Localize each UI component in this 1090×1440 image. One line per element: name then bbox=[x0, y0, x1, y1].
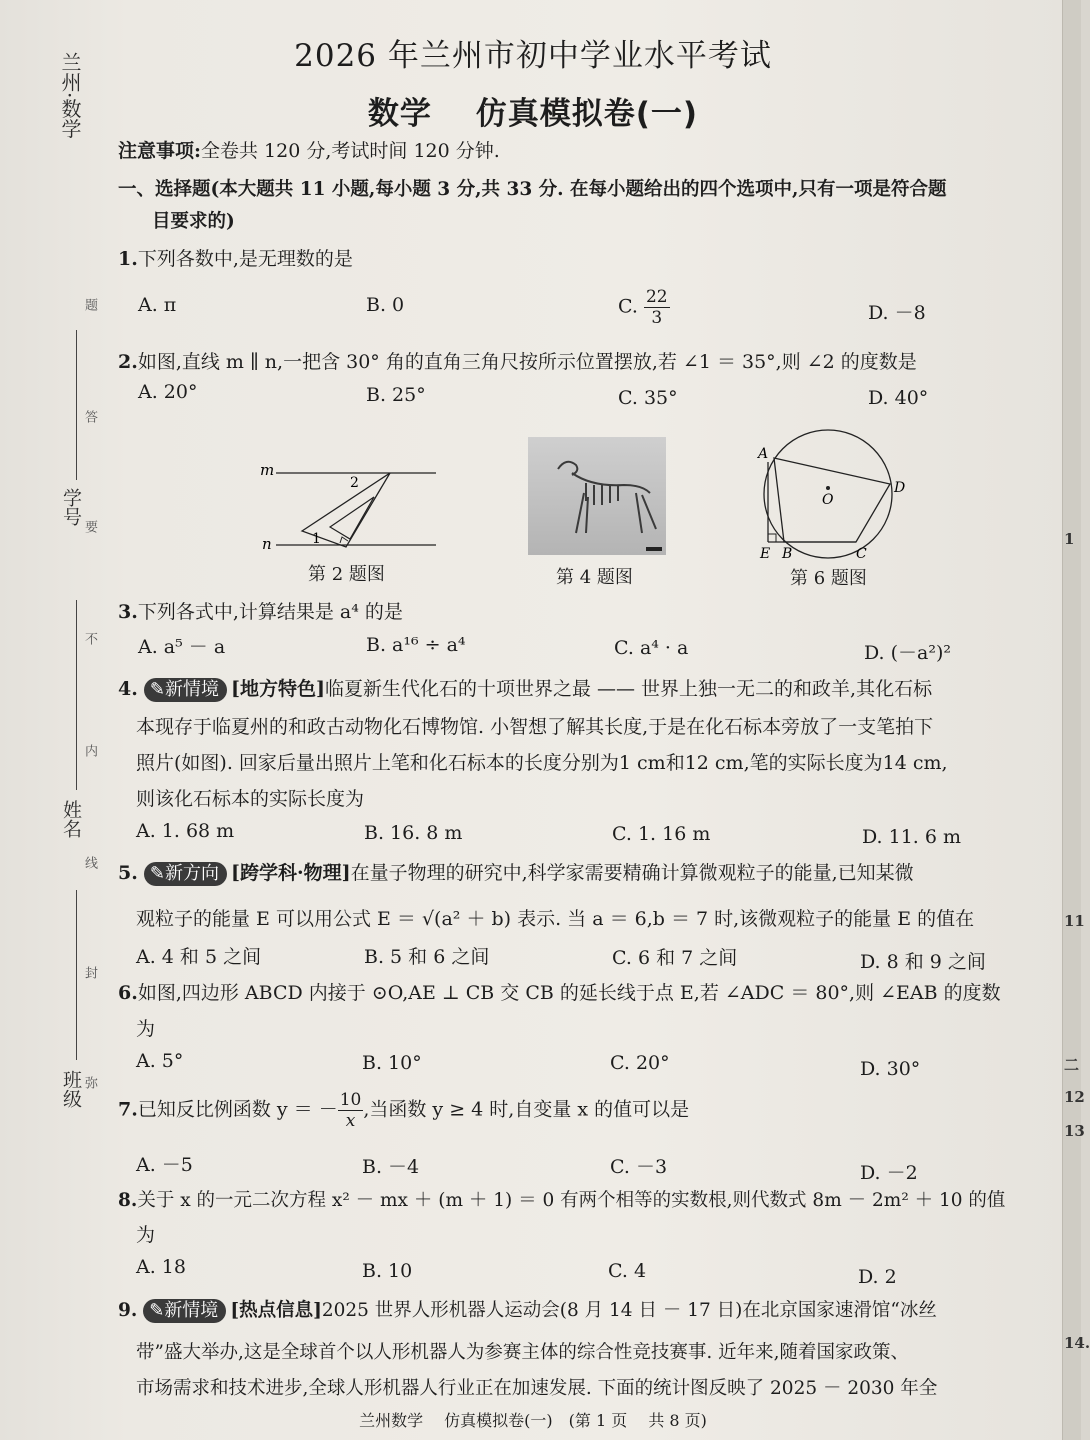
class-label: 班级 bbox=[60, 1070, 82, 1108]
question-number: 9. bbox=[118, 1300, 138, 1321]
question-text: 临夏新生代化石的十项世界之最 —— 世界上独一无二的和政羊,其化石标 bbox=[324, 678, 933, 700]
option-a: A. －5 bbox=[136, 1154, 193, 1176]
label-c: C bbox=[856, 546, 867, 562]
topic-label: [地方特色] bbox=[230, 678, 325, 700]
label-e: E bbox=[760, 546, 771, 562]
option-c: C. 6 和 7 之间 bbox=[612, 947, 738, 969]
figure-6-diagram bbox=[752, 422, 912, 564]
question-number: 6. bbox=[118, 982, 138, 1004]
option-c: C. 1. 16 m bbox=[612, 823, 711, 845]
option-d: D. －2 bbox=[860, 1162, 918, 1184]
label-a: A bbox=[758, 446, 769, 462]
question-number: 1. bbox=[118, 248, 138, 270]
question-text: 观粒子的能量 E 可以用公式 E ＝ √(a² ＋ b) 表示. 当 a ＝ 6,b ＝ 7 时,该微观粒子的能量 E 的值在 bbox=[136, 908, 975, 930]
option-b: B. 16. 8 m bbox=[364, 822, 463, 844]
option-c: C. －3 bbox=[610, 1156, 668, 1178]
option-c bbox=[618, 287, 670, 328]
option-c: C. 4 bbox=[608, 1260, 647, 1282]
option-d: D. 8 和 9 之间 bbox=[860, 951, 986, 973]
binding-margin bbox=[30, 40, 110, 1420]
label-n: n bbox=[262, 535, 272, 553]
seal-char: 弥 bbox=[82, 1076, 97, 1089]
option-a: A. 4 和 5 之间 bbox=[136, 946, 262, 968]
fraction-denominator: 3 bbox=[651, 308, 663, 328]
figure-4-caption: 第 4 题图 bbox=[556, 567, 633, 588]
question-stem: 下列各式中,计算结果是 a⁴ 的是 bbox=[137, 601, 403, 623]
question-2 bbox=[118, 347, 917, 374]
option-c-prefix: C. bbox=[618, 295, 638, 318]
new-context-badge bbox=[143, 1299, 226, 1323]
exam-title: 2026 年兰州市初中学业水平考试 bbox=[294, 38, 772, 74]
new-context-badge bbox=[144, 678, 227, 702]
fraction-denominator: x bbox=[345, 1111, 356, 1131]
option-b: B. a¹⁶ ÷ a⁴ bbox=[366, 634, 466, 656]
question-4 bbox=[118, 674, 932, 702]
label-angle-2: 2 bbox=[350, 475, 359, 491]
question-stem: 下列各数中,是无理数的是 bbox=[137, 248, 353, 270]
label-b: B bbox=[782, 546, 793, 562]
option-b: B. －4 bbox=[362, 1156, 420, 1178]
class-line bbox=[76, 890, 77, 1060]
question-text: 带”盛大举办,这是全球首个以人形机器人为参赛主体的综合性竞技赛事. 近年来,随着国家政策、 bbox=[136, 1342, 909, 1363]
pencil-icon: ✎ bbox=[149, 679, 165, 700]
label-o: O bbox=[822, 492, 834, 508]
fraction-numerator: 22 bbox=[645, 287, 668, 307]
topic-label: [热点信息] bbox=[230, 1300, 322, 1321]
question-3 bbox=[118, 597, 403, 624]
question-text: 如图,四边形 ABCD 内接于 ⊙O,AE ⊥ CB 交 CB 的延长线于点 E,若 ∠ADC ＝ 80°,则 ∠EAB 的度数 bbox=[137, 982, 1001, 1004]
section-title: 一、选择题(本大题共 11 小题,每小题 3 分,共 33 分. 在每小题给出的四个选项中,只有一项是符合题 bbox=[118, 179, 947, 200]
seal-char: 题 bbox=[82, 298, 97, 311]
badge-text: 新情境 bbox=[164, 679, 219, 700]
option-a: A. 18 bbox=[136, 1256, 186, 1278]
question-text: 市场需求和技术进步,全球人形机器人行业正在加速发展. 下面的统计图反映了 2025 － 2030 年全 bbox=[136, 1378, 938, 1399]
question-text: 照片(如图). 回家后量出照片上笔和化石标本的长度分别为1 cm和12 cm,笔的实际长度为14 cm, bbox=[136, 752, 948, 774]
student-id-label: 学号 bbox=[60, 488, 82, 526]
pencil-icon: ✎ bbox=[149, 863, 165, 884]
new-direction-badge bbox=[144, 862, 227, 886]
notice bbox=[118, 136, 500, 163]
question-text: 为 bbox=[136, 1224, 156, 1246]
question-5 bbox=[118, 858, 914, 886]
next-page-edge bbox=[1062, 0, 1081, 1440]
question-text: 则该化石标本的实际长度为 bbox=[136, 788, 365, 810]
figure-6-caption: 第 6 题图 bbox=[790, 568, 867, 589]
question-6 bbox=[118, 978, 1001, 1005]
label-d: D bbox=[894, 480, 906, 496]
page-footer: 兰州数学 仿真模拟卷(一) (第 1 页 共 8 页) bbox=[359, 1411, 707, 1430]
option-d: D. (－a²)² bbox=[864, 642, 952, 664]
question-8 bbox=[118, 1186, 1005, 1212]
option-b: B. 5 和 6 之间 bbox=[364, 946, 490, 968]
question-text: 本现存于临夏州的和政古动物化石博物馆. 小智想了解其长度,于是在化石标本旁放了一支笔拍下 bbox=[136, 716, 934, 738]
seal-char: 线 bbox=[82, 856, 97, 869]
question-text: 在量子物理的研究中,科学家需要精确计算微观粒子的能量,已知某微 bbox=[350, 862, 914, 884]
option-a: A. 1. 68 m bbox=[136, 820, 235, 842]
badge-text: 新方向 bbox=[164, 863, 219, 884]
option-d: D. 30° bbox=[860, 1058, 921, 1080]
notice-label: 注意事项: bbox=[118, 140, 202, 162]
option-d: D. 40° bbox=[868, 387, 929, 409]
question-7 bbox=[118, 1090, 689, 1131]
option-d: D. 11. 6 m bbox=[862, 826, 962, 848]
label-m: m bbox=[260, 461, 275, 479]
edge-fragment: 13 bbox=[1064, 1122, 1085, 1140]
figure-4-photo bbox=[528, 437, 666, 555]
label-angle-1: 1 bbox=[312, 531, 321, 547]
seal-char: 要 bbox=[82, 520, 97, 533]
option-a: A. 5° bbox=[136, 1050, 184, 1072]
topic-label: [跨学科·物理] bbox=[230, 862, 351, 884]
option-a: A. 20° bbox=[138, 381, 198, 403]
question-text: 2025 世界人形机器人运动会(8 月 14 日 － 17 日)在北京国家速滑馆“冰丝 bbox=[321, 1300, 937, 1321]
question-number: 2. bbox=[118, 351, 138, 373]
seal-char: 内 bbox=[82, 744, 97, 757]
question-text: ,当函数 y ≥ 4 时,自变量 x 的值可以是 bbox=[363, 1098, 690, 1121]
student-id-line bbox=[76, 330, 77, 480]
option-c: C. a⁴ · a bbox=[614, 637, 689, 659]
question-number: 8. bbox=[118, 1190, 138, 1211]
option-b: B. 10 bbox=[362, 1260, 413, 1282]
name-line bbox=[76, 600, 77, 790]
option-b: B. 10° bbox=[362, 1052, 422, 1074]
question-stem: 如图,直线 m ∥ n,一把含 30° 角的直角三角尺按所示位置摆放,若 ∠1 ＝ 35°,则 ∠2 的度数是 bbox=[137, 351, 917, 373]
figure-2-diagram bbox=[250, 455, 450, 555]
badge-text: 新情境 bbox=[164, 1300, 219, 1321]
option-a: A. π bbox=[138, 294, 177, 316]
question-number: 5. bbox=[118, 862, 138, 884]
question-number: 7. bbox=[118, 1098, 138, 1121]
option-d: D. 2 bbox=[858, 1266, 897, 1288]
name-label: 姓名 bbox=[60, 800, 82, 838]
fraction-numerator: 10 bbox=[339, 1090, 362, 1110]
section-title-cont: 目要求的) bbox=[152, 211, 235, 232]
figure-2-caption: 第 2 题图 bbox=[308, 564, 385, 585]
option-c: C. 20° bbox=[610, 1052, 670, 1074]
seal-char: 不 bbox=[82, 632, 97, 645]
option-b: B. 0 bbox=[366, 294, 405, 316]
pencil-icon: ✎ bbox=[149, 1300, 165, 1321]
seal-char: 答 bbox=[82, 410, 97, 423]
question-number: 4. bbox=[118, 678, 138, 700]
edge-fragment: 1 bbox=[1064, 530, 1075, 548]
option-d: D. －8 bbox=[868, 302, 926, 324]
edge-fragment: 11 bbox=[1064, 912, 1085, 930]
option-c: C. 35° bbox=[618, 387, 678, 409]
question-9 bbox=[118, 1296, 937, 1323]
edge-fragment: 14. bbox=[1064, 1334, 1090, 1352]
question-number: 3. bbox=[118, 601, 138, 623]
question-text: 已知反比例函数 y ＝ － bbox=[137, 1098, 338, 1121]
edge-fragment: 二 bbox=[1064, 1056, 1080, 1074]
question-text: 为 bbox=[136, 1018, 156, 1040]
exam-subtitle: 数学 仿真模拟卷(一) bbox=[367, 96, 699, 132]
option-a: A. a⁵ － a bbox=[138, 636, 226, 658]
seal-char: 封 bbox=[82, 966, 97, 979]
region-subject-label: 兰州·数学 bbox=[58, 52, 82, 139]
question-1 bbox=[118, 244, 353, 271]
option-b: B. 25° bbox=[366, 384, 426, 406]
edge-fragment: 12 bbox=[1064, 1088, 1085, 1106]
fraction bbox=[338, 1090, 364, 1131]
question-text: 关于 x 的一元二次方程 x² － mx ＋ (m ＋ 1) ＝ 0 有两个相等的实数根,则代数式 8m － 2m² ＋ 10 的值 bbox=[137, 1190, 1006, 1211]
fraction bbox=[644, 287, 670, 328]
notice-text: 全卷共 120 分,考试时间 120 分钟. bbox=[201, 140, 500, 162]
